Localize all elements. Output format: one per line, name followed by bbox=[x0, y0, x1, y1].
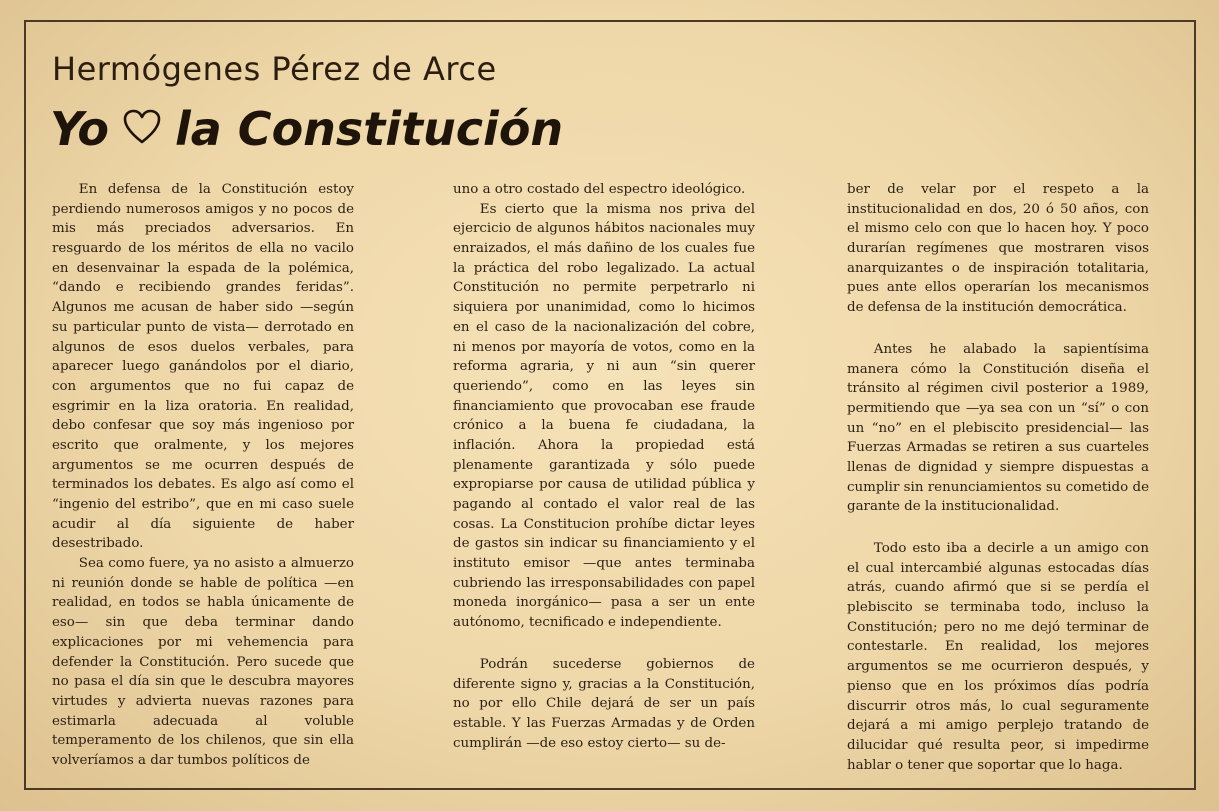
heart-icon bbox=[123, 102, 161, 156]
title-part-1: Yo bbox=[50, 102, 109, 156]
paragraph: Todo esto iba a decirle a un amigo con el cual intercambié algunas estocadas días atrás, cuando afirmó que si se perdía el plebiscito se terminaba todo, incluso la Constitución; pero no me dejó terminar de contestarle. En realidad, los mejores argumentos se me ocurrieron después, y pienso que en los próximos días podría discurrir otros más, lo cual seguramente dejará a mi amigo perplejo tratando de dilucidar qué resulta peor, si impedirme hablar o tener que soportar que lo haga. bbox=[847, 541, 1149, 773]
paragraph: uno a otro costado del espectro ideológico. bbox=[453, 182, 746, 197]
article-column-2 bbox=[453, 180, 755, 753]
paragraph: Es cierto que la misma nos priva del ejercicio de algunos hábitos nacionales muy enraizados, el más dañino de los cuales fue la práctica del robo legalizado. La actual Constitución no permite perpetrarlo ni siquiera por unanimidad, como lo hicimos en el caso de la nacionalización del cobre, ni menos por mayoría de votos, como en la reforma agraria, y ni aun “sin querer queriendo”, como en las leyes sin financiamiento que provocaban ese fraude crónico a la buena fe ciudadana, la inflación. Ahora la propiedad está plenamente garantizada y sólo puede expropiarse por causa de utilidad pública y pagando al contado el valor real de las cosas. La Constitucion prohíbe dictar leyes de gastos sin indicar su financiamiento y el instituto emisor —que antes terminaba cubriendo las irresponsabilidades con papel moneda inorgánico— pasa a ser un ente autónomo, tecnificado e independiente. bbox=[453, 201, 755, 631]
paragraph: Podrán sucederse gobiernos de diferente signo y, gracias a la Constitución, no por ello Chile dejará de ser un país estable. Y las Fuerzas Armadas y de Orden cumplirán —de eso estoy cierto— su de- bbox=[453, 656, 755, 751]
article-column-1 bbox=[52, 180, 354, 771]
paragraph: Antes he alabado la sapientísima manera cómo la Constitución diseña el tránsito al régimen civil posterior a 1989, permitiendo que —ya sea con un “sí” o con un “no” en el plebiscito presidencial— las Fuerzas Armadas se retiren a sus cuarteles llenas de dignidad y siempre dispuestas a cumplir sin renunciamientos su cometido de garante de la institucionalidad. bbox=[847, 341, 1149, 515]
paragraph: ber de velar por el respeto a la institucionalidad en dos, 20 ó 50 años, con el mismo celo con que lo hacen hoy. Y poco durarían regímenes que mostraren visos anarquizantes o de inspiración totalitaria, pues ante ellos operarían los mecanismos de defensa de la institución democrática. bbox=[847, 182, 1149, 316]
article-title bbox=[50, 102, 563, 156]
author-name: Hermógenes Pérez de Arce bbox=[52, 50, 497, 88]
title-part-2: la Constitución bbox=[174, 102, 564, 156]
paragraph: En defensa de la Constitución estoy perdiendo numerosos amigos y no pocos de mis más preciados adversarios. En resguardo de los méritos de ella no vacilo en desenvainar la espada de la polémica, “dando e recibiendo grandes feridas”. Algunos me acusan de haber sido —según su particular punto de vista— derrotado en algunos de esos duelos verbales, para aparecer luego ganándolos por el diario, con argumentos que no fui capaz de esgrimir en la liza oratoria. En realidad, debo confesar que soy más ingenioso por escrito que oralmente, y los mejores argumentos se me ocurren después de terminados los debates. Es algo así como el “ingenio del estribo”, que en mi caso suele acudir al día siguiente de haber desestribado. bbox=[52, 182, 354, 552]
article-column-3 bbox=[847, 180, 1149, 775]
paragraph: Sea como fuere, ya no asisto a almuerzo ni reunión donde se hable de política —en realidad, en todos se habla únicamente de eso— sin que deba terminar dando explicaciones por mi vehemencia para defender la Constitución. Pero sucede que no pasa el día sin que le descubra mayores virtudes y advierta nuevas razones para estimarla adecuada al voluble temperamento de los chilenos, que sin ella volveríamos a dar tumbos políticos de bbox=[52, 556, 354, 768]
